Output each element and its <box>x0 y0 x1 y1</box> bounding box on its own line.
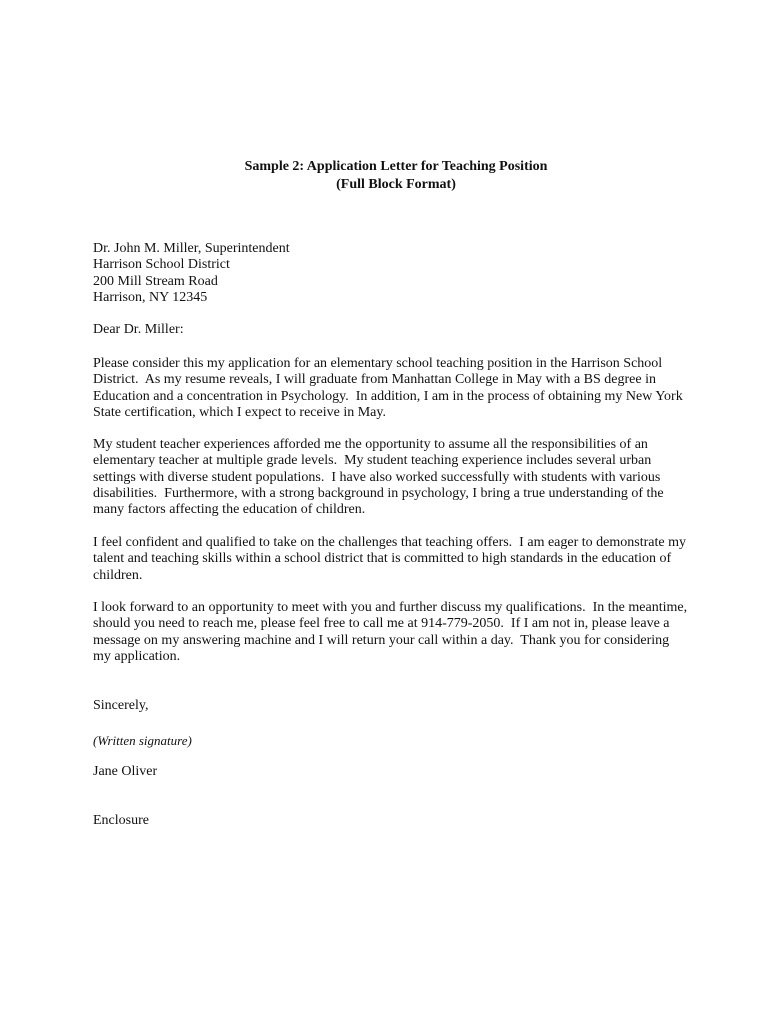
recipient-line: Harrison School District <box>93 257 230 273</box>
paragraph-line: message on my answering machine and I will return your call within a day. Thank you for considering <box>93 632 670 648</box>
paragraph-1 <box>93 356 713 421</box>
enclosure-note: Enclosure <box>93 813 149 828</box>
sender-name: Jane Oliver <box>93 764 158 779</box>
paragraph-line: my application. <box>93 648 181 664</box>
recipient-address <box>93 241 713 306</box>
paragraph-line: Education and a concentration in Psychology. In addition, I am in the process of obtaining my New York <box>93 388 683 404</box>
paragraph-4 <box>93 600 713 665</box>
salutation: Dear Dr. Miller: <box>93 322 184 337</box>
paragraph-line: State certification, which I expect to receive in May. <box>93 404 386 420</box>
paragraph-3 <box>93 535 713 584</box>
letter-subtitle: (Full Block Format) <box>336 177 456 192</box>
paragraph-line: I look forward to an opportunity to meet with you and further discuss my qualifications. In the meantime, <box>93 600 688 615</box>
signature-note: (Written signature) <box>93 733 192 748</box>
paragraph-line: children. <box>93 567 143 583</box>
paragraph-line: settings with diverse student populations. I have also worked successfully with students with various <box>93 469 661 485</box>
paragraph-line: many factors affecting the education of children. <box>93 502 366 518</box>
recipient-line: 200 Mill Stream Road <box>93 273 218 289</box>
paragraph-line: I feel confident and qualified to take on the challenges that teaching offers. I am eager to demonstrate my <box>93 535 686 550</box>
paragraph-line: Please consider this my application for an elementary school teaching position in the Harrison School <box>93 356 663 371</box>
letter-title: Sample 2: Application Letter for Teaching Position <box>244 159 548 174</box>
paragraph-line: District. As my resume reveals, I will graduate from Manhattan College in May with a BS degree in <box>93 372 656 388</box>
closing: Sincerely, <box>93 698 149 713</box>
paragraph-2 <box>93 437 713 518</box>
paragraph-line: talent and teaching skills within a school district that is committed to high standards in the education of <box>93 551 672 567</box>
recipient-line: Harrison, NY 12345 <box>93 289 208 305</box>
paragraph-line: My student teacher experiences afforded me the opportunity to assume all the responsibilities of an <box>93 437 648 452</box>
paragraph-line: disabilities. Furthermore, with a strong background in psychology, I bring a true understanding of the <box>93 485 664 501</box>
paragraph-line: should you need to reach me, please feel free to call me at 914-779-2050. If I am not in, please leave a <box>93 616 670 632</box>
paragraph-line: elementary teacher at multiple grade levels. My student teaching experience includes several urban <box>93 453 652 469</box>
recipient-line: Dr. John M. Miller, Superintendent <box>93 241 290 256</box>
